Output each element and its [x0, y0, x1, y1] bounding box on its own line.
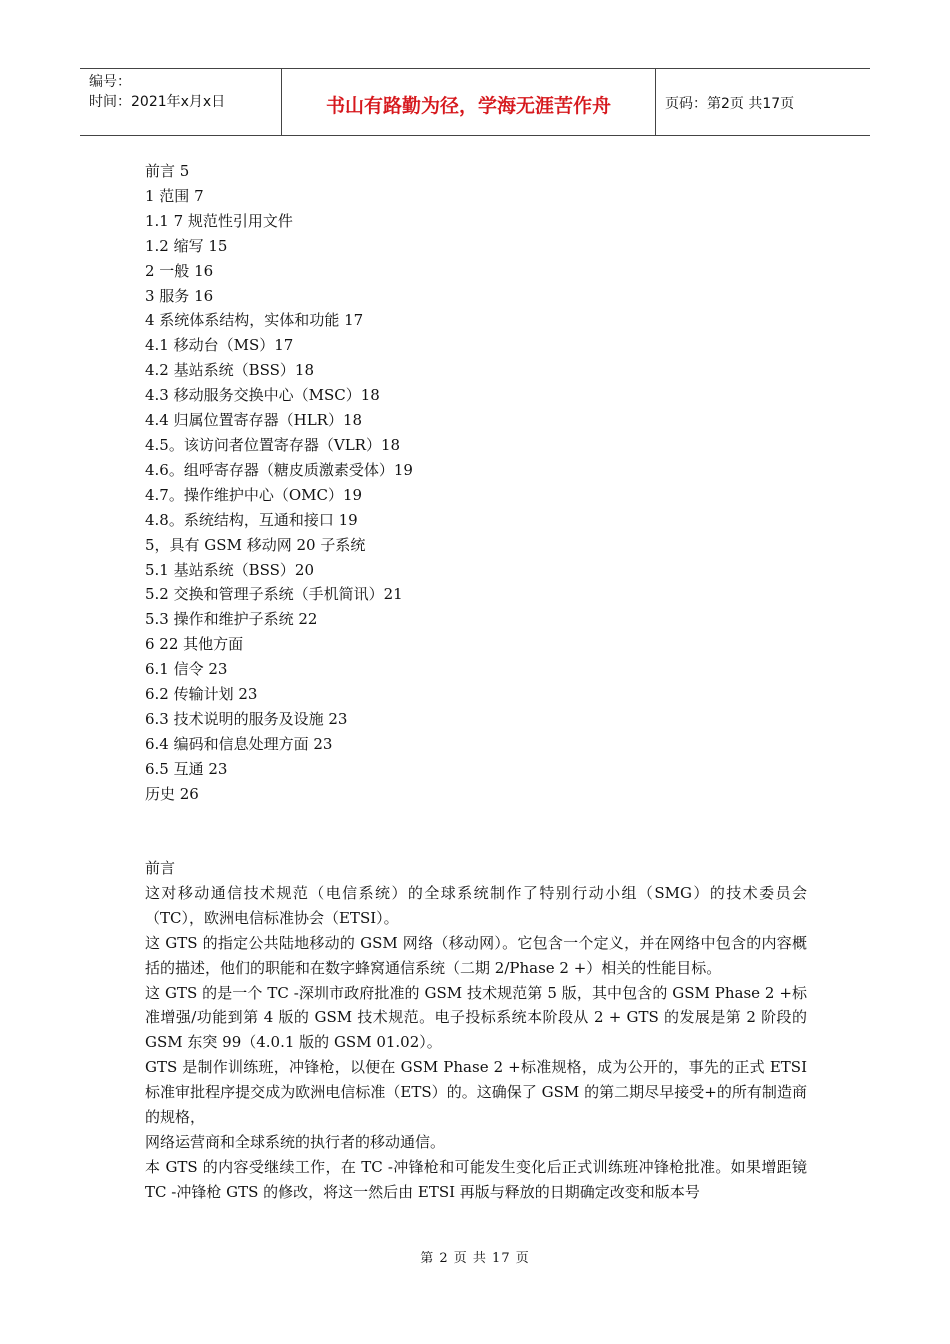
- toc-item: 5，具有 GSM 移动网 20 子系统: [145, 535, 366, 554]
- body-paragraph: 网络运营商和全球系统的执行者的移动通信。: [145, 1132, 446, 1151]
- toc-item: 6.3 技术说明的服务及设施 23: [145, 709, 348, 728]
- body-paragraph: GTS 是制作训练班，冲锋枪，以便在 GSM Phase 2 +标准规格，成为公开的，事先的正式 ETSI 标准审批程序提交成为欧洲电信标准（ETS）的。这确保了 GSM 的第二期尽早接受+的所有制造商的规格，: [145, 1058, 807, 1127]
- toc-item: 4.7。操作维护中心（OMC）19: [145, 485, 363, 504]
- toc-item: 前言 5: [145, 162, 190, 180]
- toc-item: 4.3 移动服务交换中心（MSC）18: [145, 386, 380, 405]
- header-meta: [80, 69, 282, 135]
- toc-item: 6.2 传输计划 23: [145, 685, 258, 704]
- foreword-section: [145, 856, 807, 1205]
- page-header: [80, 68, 870, 136]
- toc-item: 4.5。该访问者位置寄存器（VLR）18: [145, 435, 401, 454]
- toc-item: 2 一般 16: [145, 261, 214, 280]
- toc-item: 5.1 基站系统（BSS）20: [145, 560, 315, 579]
- page-footer: 第 2 页 共 17 页: [420, 1251, 530, 1266]
- body-paragraph: 这 GTS 的指定公共陆地移动的 GSM 网络（移动网）。它包含一个定义，并在网络中包含的内容概括的描述，他们的职能和在数字蜂窝通信系统（二期 2/Phase 2 +）相关的性能目标。: [145, 933, 807, 977]
- toc-item: 4 系统体系结构，实体和功能 17: [145, 311, 364, 330]
- document-number-label: 编号：: [89, 74, 131, 90]
- header-page-info: 页码：第2页 共17页: [665, 96, 795, 112]
- toc-item: 6 22 其他方面: [145, 635, 244, 654]
- toc-item: 5.3 操作和维护子系统 22: [145, 610, 318, 629]
- toc-item: 4.8。系统结构，互通和接口 19: [145, 510, 358, 529]
- body-paragraph: 这对移动通信技术规范（电信系统）的全球系统制作了特别行动小组（SMG）的技术委员会（TC），欧洲电信标准协会（ETSI）。: [145, 883, 807, 927]
- toc-item: 4.2 基站系统（BSS）18: [145, 361, 315, 380]
- body-paragraph: 这 GTS 的是一个 TC -深圳市政府批准的 GSM 技术规范第 5 版，其中包含的 GSM Phase 2 +标准增强/功能到第 4 版的 GSM 技术规范。电子投标系统本阶段从 2 + GTS 的发展是第 2 阶段的 GSM 东突 99（4.0.1 版的 GSM 01.02）。: [145, 983, 807, 1052]
- toc-item: 4.4 归属位置寄存器（HLR）18: [145, 411, 363, 430]
- header-motto: 书山有路勤为径，学海无涯苦作舟: [282, 69, 656, 135]
- document-time-label: 时间：2021年x月x日: [89, 94, 226, 110]
- toc-item: 3 服务 16: [145, 286, 214, 305]
- body-paragraph: 本 GTS 的内容受继续工作，在 TC -冲锋枪和可能发生变化后正式训练班冲锋枪批准。如果增距镜 TC -冲锋枪 GTS 的修改，将这一然后由 ETSI 再版与释放的日期确定改变和版本号: [145, 1157, 807, 1201]
- toc-item: 5.2 交换和管理子系统（手机简讯）21: [145, 585, 403, 604]
- toc-item: 6.5 互通 23: [145, 759, 228, 778]
- toc-item: 1.2 缩写 15: [145, 236, 228, 255]
- toc-item: 历史 26: [145, 784, 199, 803]
- toc-item: 4.1 移动台（MS）17: [145, 336, 294, 355]
- toc-item: 1 范围 7: [145, 186, 204, 205]
- section-heading: 前言: [145, 859, 176, 877]
- toc-item: 6.1 信令 23: [145, 660, 228, 679]
- toc-item: 6.4 编码和信息处理方面 23: [145, 734, 333, 753]
- toc-item: 1.1 7 规范性引用文件: [145, 211, 293, 230]
- toc-item: 4.6。组呼寄存器（糖皮质激素受体）19: [145, 460, 413, 479]
- table-of-contents: [145, 159, 805, 807]
